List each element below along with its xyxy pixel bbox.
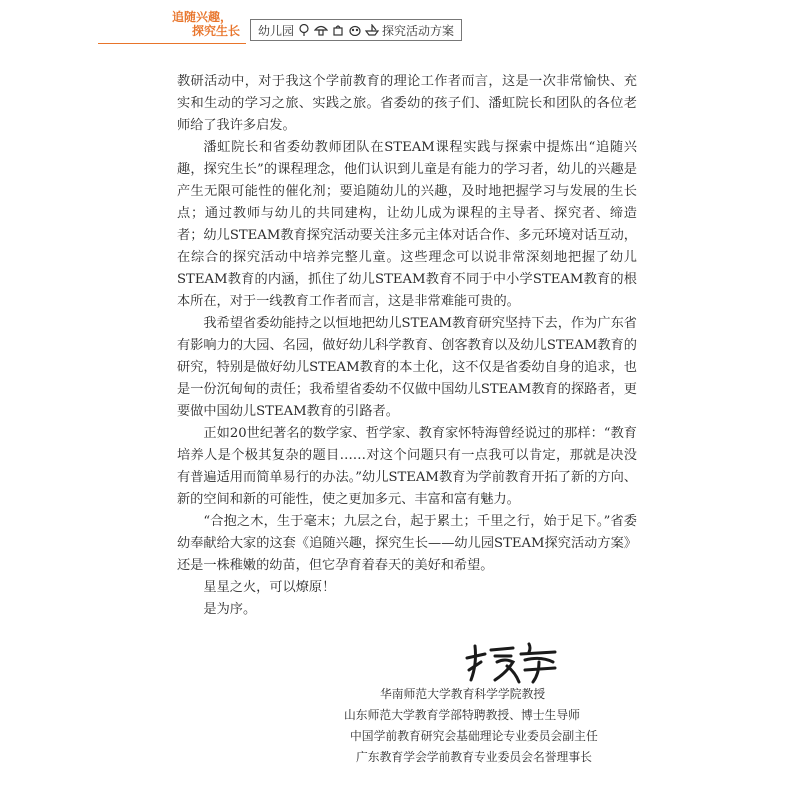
credential-line: 山东师范大学教育学部特聘教授、博士生导师 xyxy=(344,708,580,722)
header-divider xyxy=(98,43,246,44)
paragraph: 我希望省委幼能持之以恒地把幼儿STEAM教育研究坚持下去，作为广东省有影响力的大园、名园，做好幼儿科学教育、创客教育以及幼儿STEAM教育的研究，特别是做好幼儿STEAM教育的本土化，这不仅是省委幼自身的追求，也是一份沉甸甸的责任；我希望省委幼不仅做中国幼儿STEAM教育的探路者，更要做中国幼儿STEAM教育的引路者。 xyxy=(177,316,637,419)
preface-body xyxy=(177,71,637,621)
bag-icon xyxy=(331,24,345,36)
book-title-box xyxy=(250,19,462,41)
page-header xyxy=(0,0,800,60)
paragraph: “合抱之木，生于毫末；九层之台，起于累土；千里之行，始于足下。”省委幼奉献给大家的这套《追随兴趣，探究生长——幼儿园STEAM探究活动方案》还是一株稚嫩的幼苗，但它孕育着春天的美好和希望。 xyxy=(177,514,637,573)
book-title-part-2: 探究活动方案 xyxy=(382,23,455,38)
owl-icon xyxy=(348,24,362,36)
credential-line: 华南师范大学教育科学学院教授 xyxy=(380,687,546,701)
mushroom-icon xyxy=(314,24,328,36)
credential-line: 中国学前教育研究会基础理论专业委员会副主任 xyxy=(350,729,598,743)
paragraph: 星星之火，可以燎原！ xyxy=(203,580,336,595)
tree-icon xyxy=(297,24,311,36)
brand-line-2: 探究生长 xyxy=(192,24,241,38)
handwritten-signature xyxy=(455,636,605,686)
paragraph: 潘虹院长和省委幼教师团队在STEAM课程实践与探索中提炼出“追随兴趣，探究生长”的课程理念，他们认识到儿童是有能力的学习者，幼儿的兴趣是产生无限可能性的催化剂；要追随幼儿的兴趣，及时地把握学习与发展的生长点；通过教师与幼儿的共同建构，让幼儿成为课程的主导者、探究者、缔造者；幼儿STEAM教育探究活动要关注多元主体对话合作、多元环境对话互动，在综合的探究活动中培养完整儿童。这些理念可以说非常深刻地把握了幼儿STEAM教育的内涵，抓住了幼儿STEAM教育不同于中小学STEAM教育的根本所在，对于一线教育工作者而言，这是非常难能可贵的。 xyxy=(177,140,637,309)
author-credentials xyxy=(340,684,640,768)
series-brand xyxy=(172,10,246,38)
paragraph: 教研活动中，对于我这个学前教育的理论工作者而言，这是一次非常愉快、充实和生动的学习之旅、实践之旅。省委幼的孩子们、潘虹院长和团队的各位老师给了我许多启发。 xyxy=(177,74,637,133)
brand-line-1: 追随兴趣， xyxy=(172,10,233,24)
boat-icon xyxy=(365,24,379,36)
credential-line: 广东教育学会学前教育专业委员会名誉理事长 xyxy=(356,750,592,764)
paragraph: 正如20世纪著名的数学家、哲学家、教育家怀特海曾经说过的那样：“教育培养人是个极其复杂的题目……对这个问题只有一点我可以肯定，那就是决没有普遍适用而简单易行的办法。”幼儿STEAM教育为学前教育开拓了新的方向、新的空间和新的可能性，使之更加多元、丰富和富有魅力。 xyxy=(177,426,637,507)
book-title-part-1: 幼儿园 xyxy=(258,23,295,38)
paragraph: 是为序。 xyxy=(203,602,257,617)
